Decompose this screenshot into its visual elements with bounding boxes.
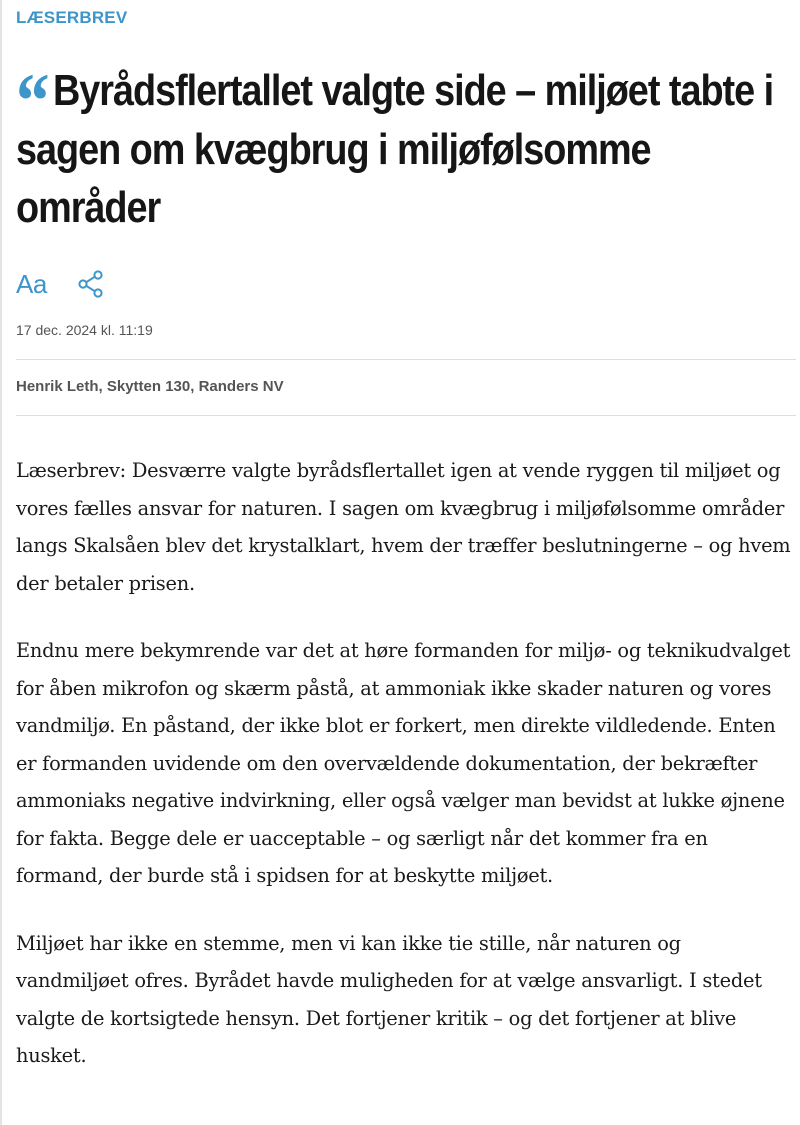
body-paragraph: Endnu mere bekymrende var det at høre formanden for miljø- og teknikudvalget for åben mikrofon og skærm påstå, at ammoniak ikke skader naturen og vores vandmiljø. En påstand, der ikke blot er forkert, men direkte vildledende. Enten er formanden uvidende om den overvældende dokumentation, der bekræfter ammoniaks negative indvirkning, eller også vælger man bevidst at lukke øjnene for fakta. Begge dele er uacceptable – og særligt når det kommer fra en formand, der burde stå i spidsen for at beskytte miljøet. xyxy=(16,639,791,887)
headline xyxy=(16,57,786,237)
byline: Henrik Leth, Skytten 130, Randers NV xyxy=(16,378,284,395)
article-tools xyxy=(16,266,105,302)
quote-icon: “ xyxy=(16,57,45,144)
publish-timestamp: 17 dec. 2024 kl. 11:19 xyxy=(16,322,153,338)
body-paragraph: Læserbrev: Desværre valgte byrådsflertallet igen at vende ryggen til miljøet og vores fælles ansvar for naturen. I sagen om kvægbrug i miljøfølsomme områder langs Skalsåen blev det krystalklart, hvem der træffer beslutningerne – og hvem der betaler prisen. xyxy=(16,459,791,595)
divider-top xyxy=(16,359,796,360)
divider-bottom xyxy=(16,415,796,416)
headline-text: Byrådsflertallet valgte side – miljøet tabte i sagen om kvægbrug i miljøfølsomme områder xyxy=(16,66,774,232)
article-body xyxy=(16,452,796,1105)
font-size-button[interactable]: Aa xyxy=(16,268,47,299)
body-paragraph: Miljøet har ikke en stemme, men vi kan ikke tie stille, når naturen og vandmiljøet ofres. Byrådet havde muligheden for at vælge ansvarligt. I stedet valgte de kortsigtede hensyn. Det fortjener kritik – og det fortjener at blive husket. xyxy=(16,931,762,1067)
page-left-border xyxy=(0,0,2,1125)
share-icon[interactable] xyxy=(77,269,105,299)
category-link[interactable]: LÆSERBREV xyxy=(16,8,128,27)
